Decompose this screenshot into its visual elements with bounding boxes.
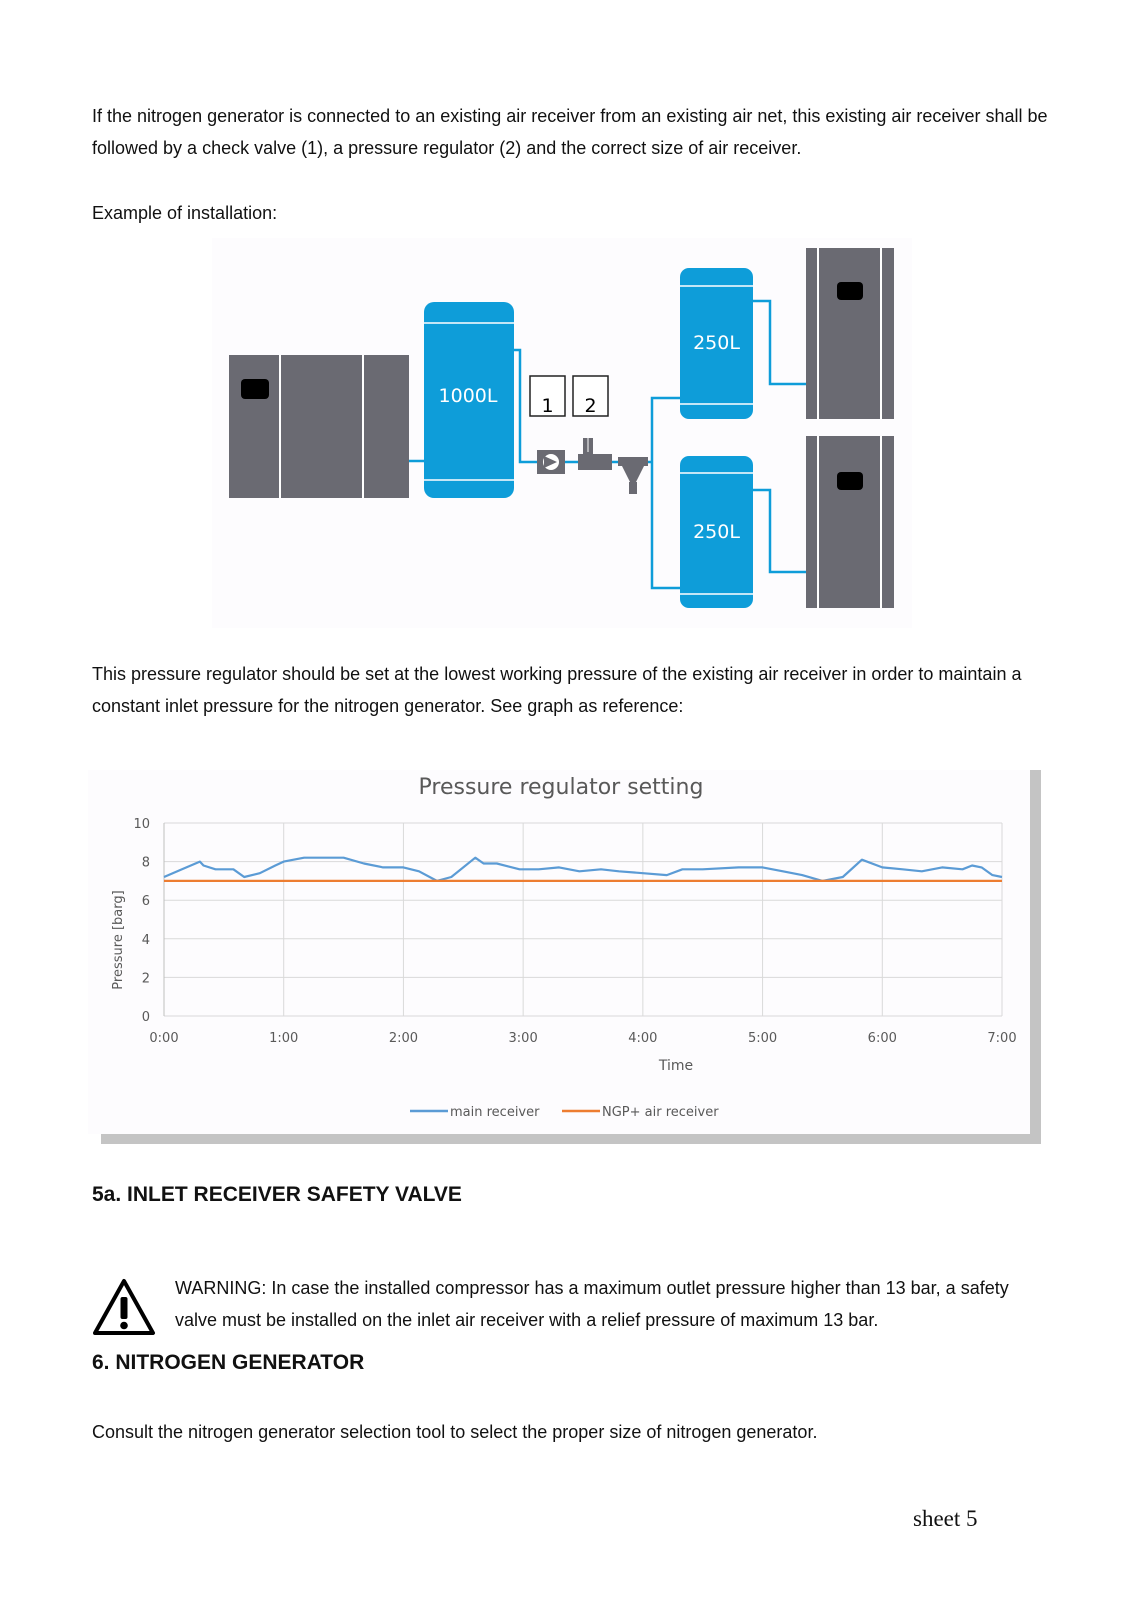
x-tick-label: 0:00 xyxy=(149,1031,179,1046)
y-tick-label: 0 xyxy=(141,1010,150,1025)
nitrogen-generator-bottom xyxy=(806,436,894,608)
section-5a-heading: 5a. INLET RECEIVER SAFETY VALVE xyxy=(92,1183,462,1206)
check-valve-icon xyxy=(537,450,565,474)
chart-shadow-right xyxy=(1029,770,1041,1144)
ngp-receiver-bottom-label: 250L xyxy=(693,521,740,543)
x-tick-label: 4:00 xyxy=(628,1031,658,1046)
intro-paragraph: If the nitrogen generator is connected to an existing air receiver from an existing air net, this existing air receiver shall be followed by a check valve (1), a pressure regulator (2) and the correct size of air receiver. xyxy=(92,106,1048,158)
control-panel-icon xyxy=(837,282,863,300)
control-panel-icon xyxy=(241,379,269,399)
warning-icon xyxy=(92,1278,156,1336)
regulator-paragraph: This pressure regulator should be set at the lowest working pressure of the existing air receiver in order to maintain a constant inlet pressure for the nitrogen generator. See graph as reference: xyxy=(92,664,1022,716)
y-tick-label: 2 xyxy=(141,971,150,987)
example-label: Example of installation: xyxy=(92,203,278,223)
pressure-chart xyxy=(88,770,1048,1150)
x-tick-label: 1:00 xyxy=(269,1031,299,1046)
warning-text: WARNING: In case the installed compressor has a maximum outlet pressure higher than 13 bar, a safety valve must be installed on the inlet air receiver with a relief pressure of maximum 13 bar. xyxy=(175,1278,1009,1330)
ngp-receiver-top-label: 250L xyxy=(693,332,740,354)
x-tick-label: 3:00 xyxy=(508,1031,538,1046)
y-tick-label: 8 xyxy=(141,855,150,871)
main-receiver-label: 1000L xyxy=(438,385,498,407)
installation-diagram xyxy=(212,238,912,628)
check-valve-number: 1 xyxy=(541,395,554,417)
legend-label: main receiver xyxy=(450,1105,540,1120)
legend-label: NGP+ air receiver xyxy=(602,1105,719,1120)
chart-shadow-bottom xyxy=(101,1134,1041,1144)
regulator-callout xyxy=(573,376,608,417)
compressor xyxy=(229,355,409,498)
y-axis-label: Pressure [barg] xyxy=(111,890,126,990)
y-tick-label: 4 xyxy=(141,932,150,948)
nitrogen-generator-top xyxy=(806,248,894,419)
y-tick-label: 10 xyxy=(133,817,150,832)
section-6-heading: 6. NITROGEN GENERATOR xyxy=(92,1351,365,1374)
y-tick-label: 6 xyxy=(141,894,150,910)
check-valve-callout xyxy=(530,376,565,417)
x-tick-label: 6:00 xyxy=(867,1031,897,1046)
x-tick-label: 2:00 xyxy=(388,1031,419,1046)
x-tick-label: 5:00 xyxy=(747,1031,778,1046)
chart-background xyxy=(88,770,1030,1134)
x-tick-label: 7:00 xyxy=(987,1031,1017,1046)
ngp-receiver-bottom-tank xyxy=(680,456,753,608)
main-receiver-tank xyxy=(424,302,514,498)
control-panel-icon xyxy=(837,472,863,490)
ngp-receiver-top-tank xyxy=(680,268,753,419)
regulator-number: 2 xyxy=(584,395,597,417)
sheet-number: sheet 5 xyxy=(913,1506,978,1531)
section-6-text: Consult the nitrogen generator selection tool to select the proper size of nitrogen generator. xyxy=(92,1422,818,1442)
chart-title: Pressure regulator setting xyxy=(418,775,704,800)
x-axis-label: Time xyxy=(658,1058,694,1074)
